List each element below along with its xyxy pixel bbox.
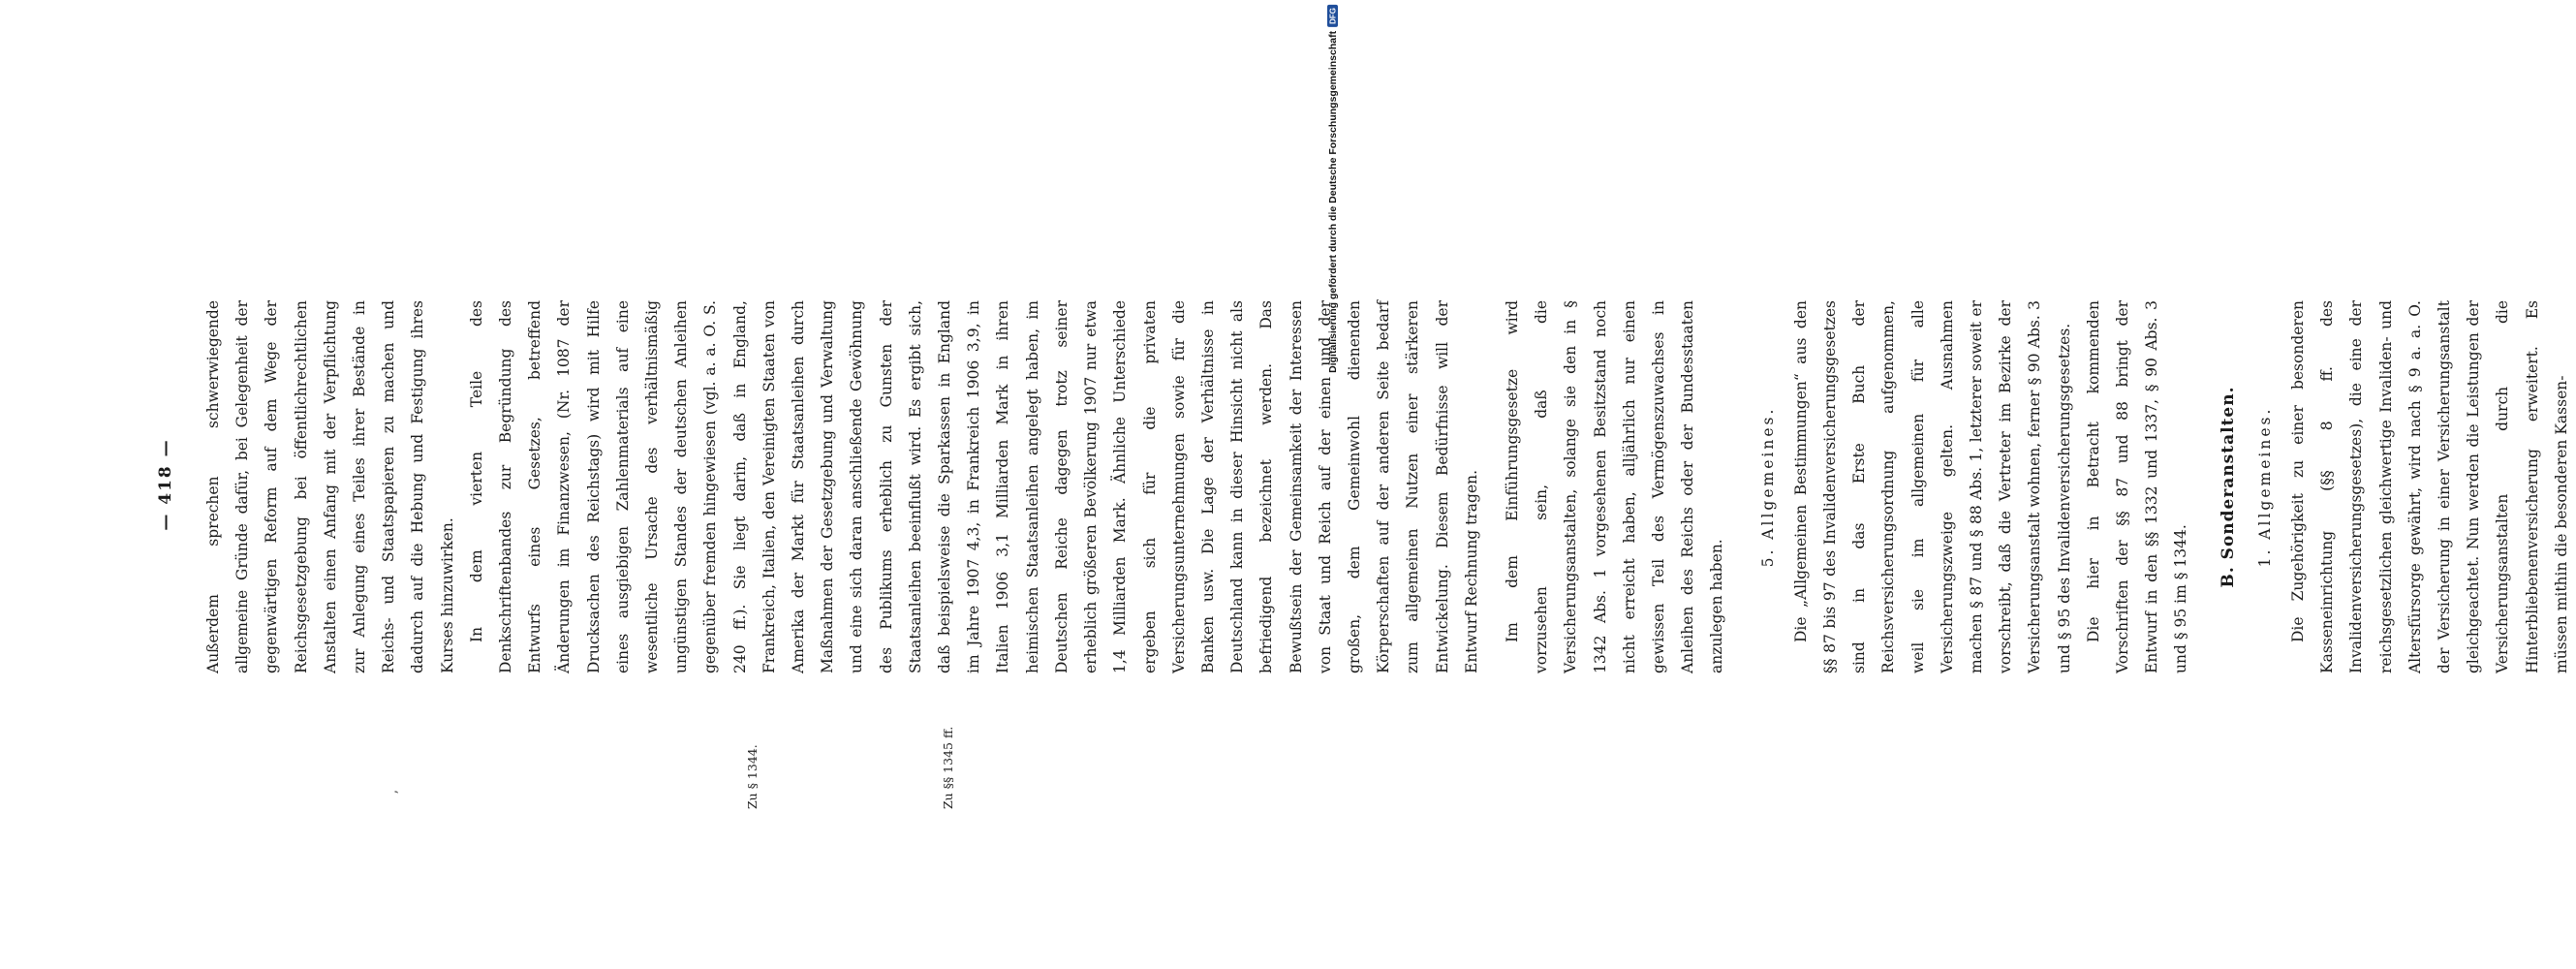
section-b1-heading: 1. Allgemeines. [2255, 406, 2274, 568]
body-text [199, 155, 2576, 814]
section-b-paragraph-1: Die Zugehörigkeit zu einer besonderen Kasseneinrichtung (§§ 8 ff. des Invalidenversicherungsgesetzes), die eine der reichsgesetzlichen gleichwertige Invaliden- und Altersfürsorge gewährt, wird nach § 9 a. a. O. der Versicherung in einer Versicherungsanstalt gleichgeachtet. Nun werden die Leistungen der Versicherungsanstalten durch die Hinterbliebenenversicherung erweitert. Es müssen mithin die besonderen Kassen- [2289, 300, 2570, 673]
digitization-text: Digitalisierung gefördert durch die Deutsche Forschungsgemeinschaft [1327, 30, 1339, 373]
margin-note-1344: Zu § 1344. [745, 744, 760, 809]
paragraph-3: Im dem Einführungsgesetze wird vorzusehen sein, daß die Versicherungsanstalten, solange sie den in § 1342 Abs. 1 vorgesehenen Besitzstand noch nicht erreicht haben, alljährlich nur einen gewissen Teil des Vermögenszuwachses in Anleihen des Reichs oder der Bundesstaaten anzulegen haben. [1503, 300, 1726, 673]
paragraph-1: Außerdem sprechen schwerwiegende allgemeine Gründe dafür, bei Gelegenheit der gegenwärtigen Reform auf dem Wege der Reichsgesetzgebung bei öffentlichrechtlichen Anstalten einen Anfang mit der Verpflichtung zur Anlegung eines Teiles ihrer Bestände in Reichs- und Staatspapieren zu machen und dadurch auf die Hebung und Festigung ihres Kurses hinzuwirken. [204, 300, 456, 673]
section-5-paragraph-1: Die „Allgemeinen Bestimmungen“ aus den §§ 87 bis 97 des Invalidenversicherungsgesetzes sind in das Erste Buch der Reichsversicherungsordnung aufgenommen, weil sie im allgemeinen für alle Versicherungszweige gelten. Ausnahmen machen § 87 und § 88 Abs. 1, letzterer soweit er vorschreibt, daß die Vertreter im Bezirke der Versicherungsanstalt wohnen, ferner § 90 Abs. 3 und § 95 des Invalidenversicherungsgesetzes. [1791, 300, 2073, 673]
paragraph-2: In dem vierten Teile des Denkschriftenbandes zur Begründung des Entwurfs eines Gesetzes, betreffend Änderungen im Finanzwesen, (Nr. 1087 der Drucksachen des Reichstags) wird mit Hilfe eines ausgiebigen Zahlenmaterials auf eine wesentliche Ursache des verhältnismäßig ungünstigen Standes der deutschen Anleihen gegenüber fremden hingewiesen (vgl. a. a. O. S. 240 ff.). Sie liegt darin, daß in England, Frankreich, Italien, den Vereinigten Staaten von Amerika der Markt für Staatsanleihen durch Maßnahmen der Gesetzgebung und Verwaltung und eine sich daran anschließende Gewöhnung des Publikums erheblich zu Gunsten der Staatsanleihen beeinflußt wird. Es ergibt sich, daß beispielsweise die Sparkassen in England im Jahre 1907 4,3, in Frankreich 1906 3,9, in Italien 1906 3,1 Milliarden Mark in ihren heimischen Staatsanleihen angelegt haben, im Deutschen Reiche dagegen trotz seiner erheblich größeren Bevölkerung 1907 nur etwa 1,4 Milliarden Mark. Ähnliche Unterschiede ergeben sich für die privaten Versicherungsunternehmungen sowie für die Banken usw. Die Lage der Verhältnisse in Deutschland kann in dieser Hinsicht nicht als befriedigend bezeichnet werden. Das Bewußtsein der Gemeinsamkeit der Interessen von Staat und Reich auf der einen und der großen, dem Gemeinwohl dienenden Körperschaften auf der anderen Seite bedarf zum allgemeinen Nutzen einer stärkeren Entwickelung. Diesem Bedürfnisse will der Entwurf Rechnung tragen. [467, 300, 1480, 673]
section-b-heading: B. Sonderanstalten. [2218, 386, 2238, 588]
section-5-heading: 5. Allgemeines. [1758, 406, 1777, 568]
digitization-credit [1323, 5, 1343, 969]
page-number: — 418 — [156, 438, 175, 531]
pencil-mark: ʼ [393, 790, 409, 795]
dfg-logo: DFG [1328, 5, 1339, 27]
margin-note-1345: Zu §§ 1345 ff. [941, 726, 955, 809]
section-5-paragraph-2: Die hier in Betracht kommenden Vorschriften der §§ 87 und 88 bringt der Entwurf in den §§ 1332 und 1337, § 90 Abs. 3 und § 95 im § 1344. [2084, 300, 2190, 673]
